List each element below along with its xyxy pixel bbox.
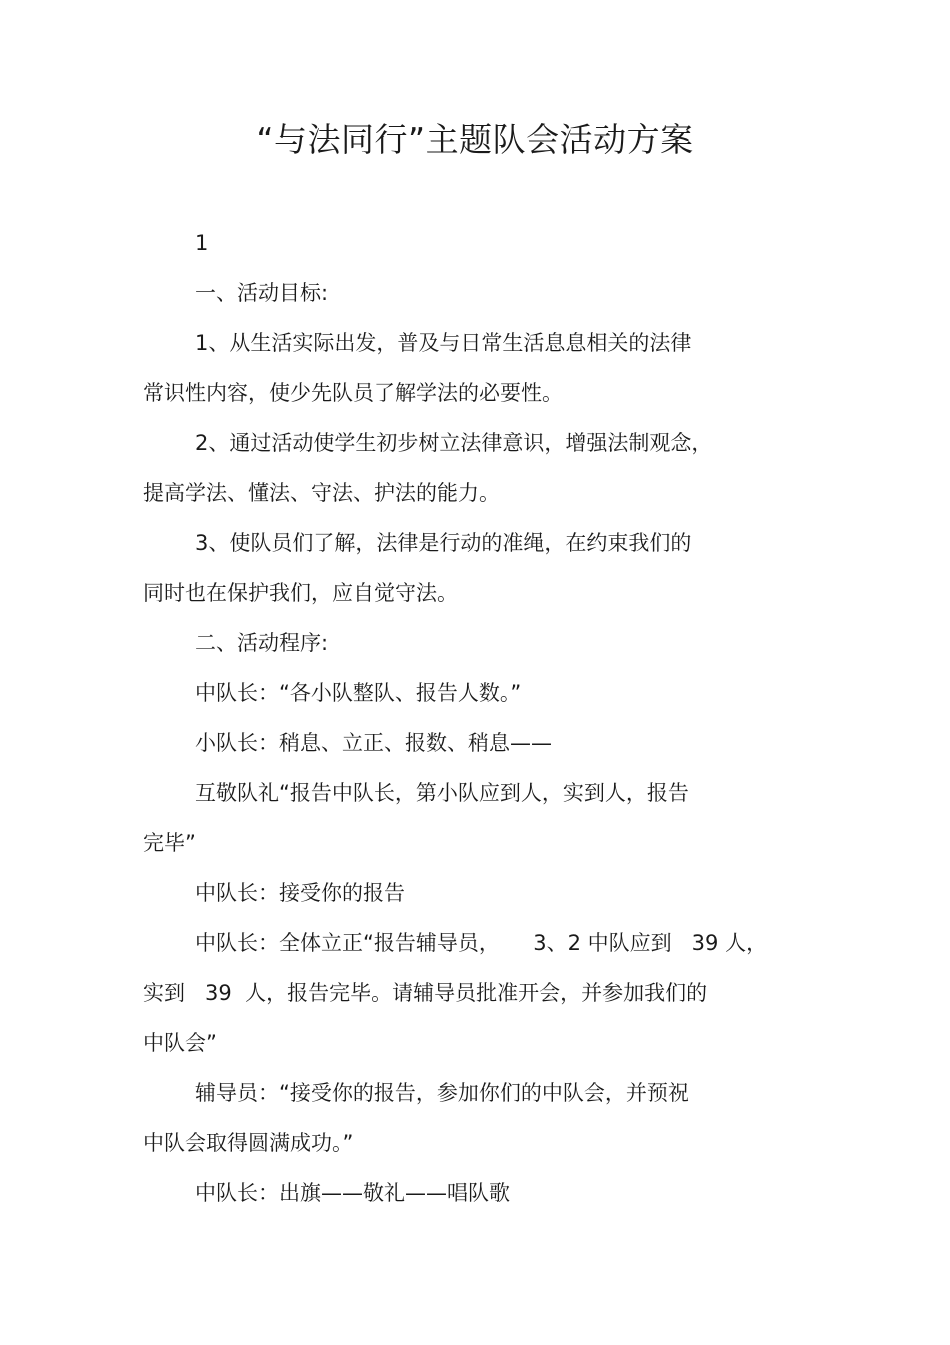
paragraph-line: 互敬队礼“报告中队长，第小队应到人，实到人，报告 (195, 781, 689, 805)
paragraph-line: 辅导员：“接受你的报告，参加你们的中队会，并预祝 (195, 1081, 689, 1105)
paragraph-line: 中队会” (143, 1031, 217, 1055)
document-title: “与法同行”主题队会活动方案 (256, 120, 694, 159)
paragraph-line: 实到 39 人，报告完毕。请辅导员批准开会，并参加我们的 (143, 981, 708, 1005)
paragraph-line: 小队长：稍息、立正、报数、稍息—— (195, 731, 552, 755)
paragraph-line: 提高学法、懂法、守法、护法的能力。 (143, 481, 500, 505)
paragraph-line: 中队会取得圆满成功。” (143, 1131, 354, 1155)
paragraph-line: 完毕” (143, 831, 196, 855)
section-heading-goals: 一、活动目标: (195, 281, 329, 305)
paragraph-line: 中队长：“各小队整队、报告人数。” (195, 681, 522, 705)
page-number-text: 1 (195, 231, 209, 255)
paragraph-line: 中队长：出旗——敬礼——唱队歌 (195, 1181, 510, 1205)
paragraph-line: 2、通过活动使学生初步树立法律意识，增强法制观念， (195, 431, 713, 455)
section-heading-procedure: 二、活动程序: (195, 631, 329, 655)
paragraph-line: 中队长：全体立正“报告辅导员， 3、2 中队应到 39 人， (195, 931, 768, 955)
paragraph-line: 中队长：接受你的报告 (195, 881, 405, 905)
paragraph-line: 常识性内容，使少先队员了解学法的必要性。 (143, 381, 563, 405)
paragraph-line: 同时也在保护我们，应自觉守法。 (143, 581, 458, 605)
paragraph-line: 3、使队员们了解，法律是行动的准绳，在约束我们的 (195, 531, 692, 555)
paragraph-line: 1、从生活实际出发，普及与日常生活息息相关的法律 (195, 331, 692, 355)
